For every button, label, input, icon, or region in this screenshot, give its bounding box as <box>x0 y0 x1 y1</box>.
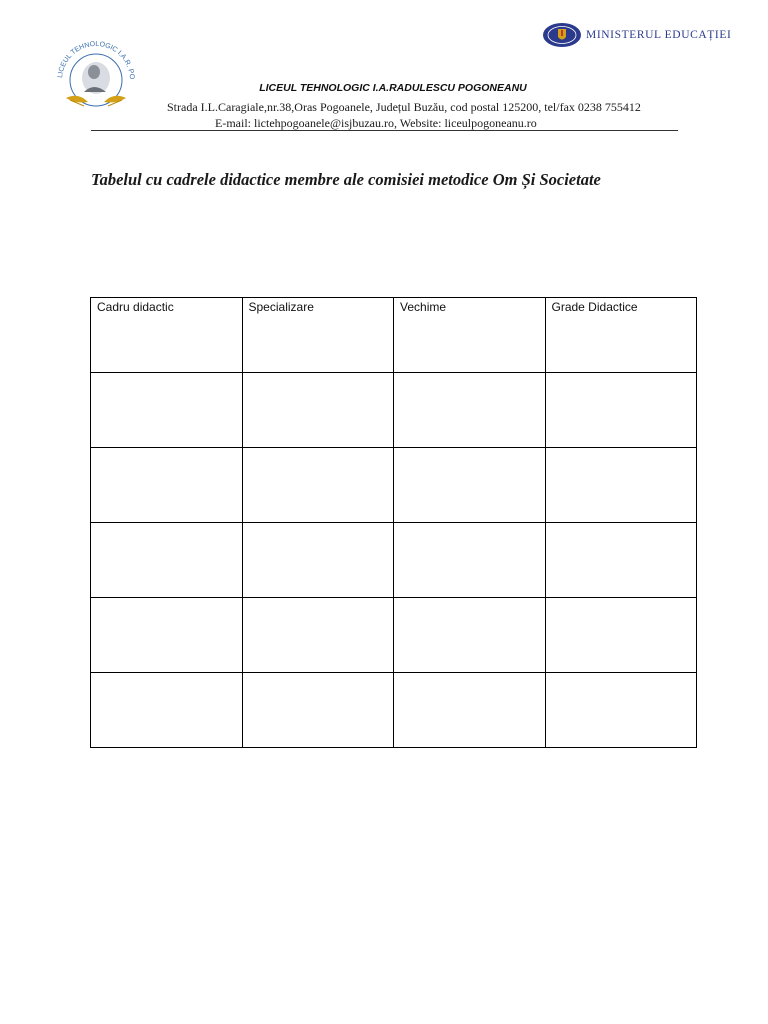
ministry-logo <box>542 20 738 50</box>
cell-text <box>243 448 394 450</box>
table-cell <box>242 523 394 598</box>
school-name: LICEUL TEHNOLOGIC I.A.RADULESCU POGONEANU <box>259 82 527 94</box>
table-row <box>91 598 697 673</box>
cell-text <box>91 673 242 675</box>
cell-text <box>394 373 545 375</box>
header-divider <box>91 130 678 131</box>
table-cell <box>545 373 697 448</box>
cell-text <box>243 373 394 375</box>
table-row <box>91 523 697 598</box>
cell-text <box>243 598 394 600</box>
table-header-cell <box>394 298 546 373</box>
cell-text <box>546 598 697 600</box>
table-cell <box>91 448 243 523</box>
table-cell <box>394 523 546 598</box>
cell-text <box>91 448 242 450</box>
table-header-cell <box>91 298 243 373</box>
table-cell <box>545 523 697 598</box>
table-cell <box>394 598 546 673</box>
members-table <box>90 297 697 748</box>
table-cell <box>242 673 394 748</box>
table-cell <box>242 373 394 448</box>
table-cell <box>242 598 394 673</box>
column-label: Cadru didactic <box>97 300 174 314</box>
table-cell <box>91 373 243 448</box>
cell-text <box>243 673 394 675</box>
table-row <box>91 673 697 748</box>
table-cell <box>394 673 546 748</box>
table-cell <box>394 373 546 448</box>
table-cell <box>545 673 697 748</box>
school-logo <box>48 40 144 112</box>
svg-text:LICEUL TEHNOLOGIC I.A.R. POGON: LICEUL TEHNOLOGIC I.A.R. PO <box>57 40 136 80</box>
table-header-cell <box>545 298 697 373</box>
cell-text <box>546 448 697 450</box>
table-cell <box>91 673 243 748</box>
cell-text <box>546 373 697 375</box>
ministry-name: MINISTERUL EDUCAȚIEI <box>586 29 732 41</box>
school-contact: E-mail: lictehpogoanele@isjbuzau.ro, Website: liceulpogoneanu.ro <box>215 116 537 130</box>
table-row <box>91 448 697 523</box>
document-title: Tabelul cu cadrele didactice membre ale comisiei metodice Om Și Societate <box>91 170 601 189</box>
table-cell <box>91 598 243 673</box>
table-header-row <box>91 298 697 373</box>
cell-text <box>91 373 242 375</box>
cell-text <box>243 523 394 525</box>
cell-text <box>91 598 242 600</box>
column-label: Specializare <box>248 300 314 314</box>
column-label: Vechime <box>400 300 447 314</box>
ministry-crest-icon <box>542 21 582 49</box>
table-header-cell <box>242 298 394 373</box>
cell-text <box>546 523 697 525</box>
table-cell <box>91 523 243 598</box>
school-emblem-icon <box>48 40 144 112</box>
cell-text <box>394 523 545 525</box>
cell-text <box>546 673 697 675</box>
table-row <box>91 373 697 448</box>
cell-text <box>394 673 545 675</box>
table-cell <box>394 448 546 523</box>
school-address: Strada I.L.Caragiale,nr.38,Oras Pogoanele, Județul Buzău, cod postal 125200, tel/fax 0238 755412 <box>167 100 641 114</box>
table-cell <box>242 448 394 523</box>
cell-text <box>394 598 545 600</box>
table-cell <box>545 598 697 673</box>
column-label: Grade Didactice <box>551 300 638 314</box>
table-cell <box>545 448 697 523</box>
cell-text <box>91 523 242 525</box>
cell-text <box>394 448 545 450</box>
